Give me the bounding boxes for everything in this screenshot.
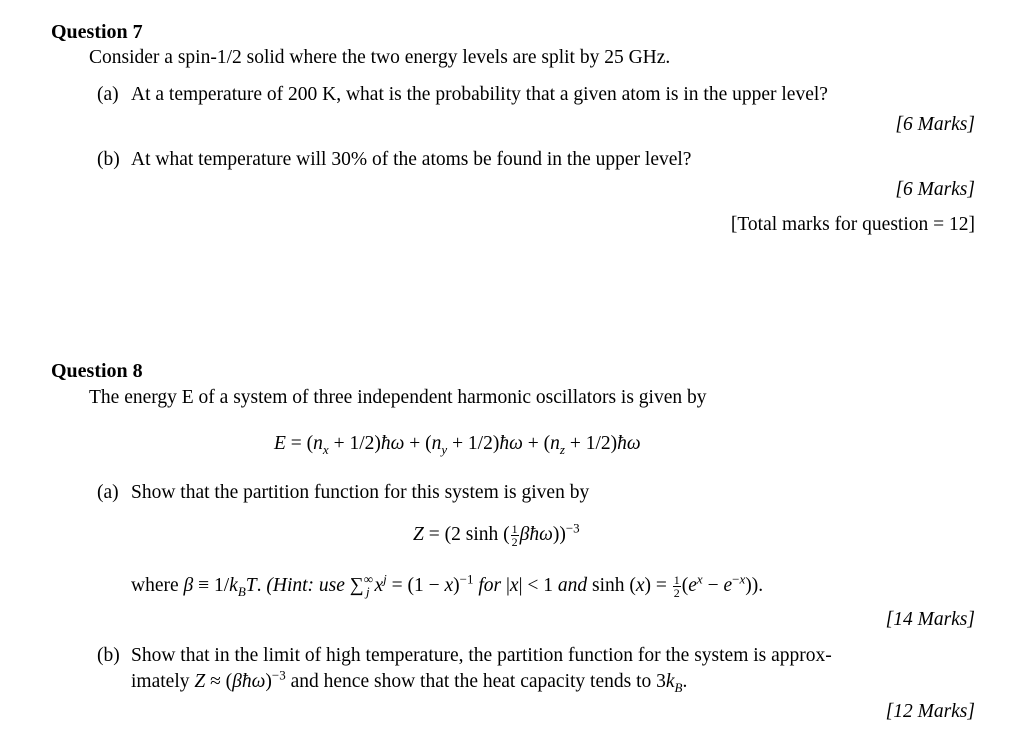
q7-part-a-label: (a) — [97, 84, 119, 105]
question-7-heading: Question 7 — [51, 21, 143, 43]
q8-part-a-label: (a) — [97, 482, 119, 503]
question-8-intro: The energy E of a system of three independent harmonic oscillators is given by — [89, 387, 707, 408]
q8-part-a-text: Show that the partition function for this system is given by — [131, 482, 590, 503]
q8-hint-line: where $\beta \equiv 1/k_BT$. (Hint: use $\sum^\infty_j$ $x^j = (1 - x)^{-1}$ for |x| < 1 and sinh (x) = $\frac{1}{2}$ $(e^x - e^{-x})$). — [131, 571, 764, 601]
energy-equation: $E = (n_x$ + 1/2)ħω + ($n_y$ + 1/2)ħω + ($n_z$ + 1/2)ħω — [274, 433, 641, 457]
q7-part-a-marks: [6 Marks] — [895, 114, 975, 135]
q7-part-b-label: (b) — [97, 149, 120, 170]
question-8-heading: Question 8 — [51, 360, 143, 382]
partition-function-equation: Z = (2 sinh ( $\frac{1}{2}$ βħω))$^{-3}$ — [413, 520, 580, 550]
q7-total-marks: [Total marks for question = 12] — [730, 214, 975, 235]
question-7-intro: Consider a spin-1/2 solid where the two energy levels are split by 25 GHz. — [89, 47, 671, 68]
q8-part-b-text-line1: Show that in the limit of high temperature, the partition function for the system is approx- — [131, 645, 832, 666]
q7-part-b-marks: [6 Marks] — [895, 179, 975, 200]
q8-part-b-text-line2: imately Z ≈ (βħω)$^{-3}$ and hence show that the heat capacity tends to $3k_B$. — [131, 667, 688, 695]
q8-part-b-label: (b) — [97, 645, 120, 666]
q8-part-a-marks: [14 Marks] — [885, 609, 975, 630]
q7-part-a-text: At a temperature of 200 K, what is the probability that a given atom is in the upper level? — [131, 84, 828, 105]
q7-part-b-text: At what temperature will 30% of the atoms be found in the upper level? — [131, 149, 692, 170]
q8-part-b-marks: [12 Marks] — [885, 701, 975, 722]
